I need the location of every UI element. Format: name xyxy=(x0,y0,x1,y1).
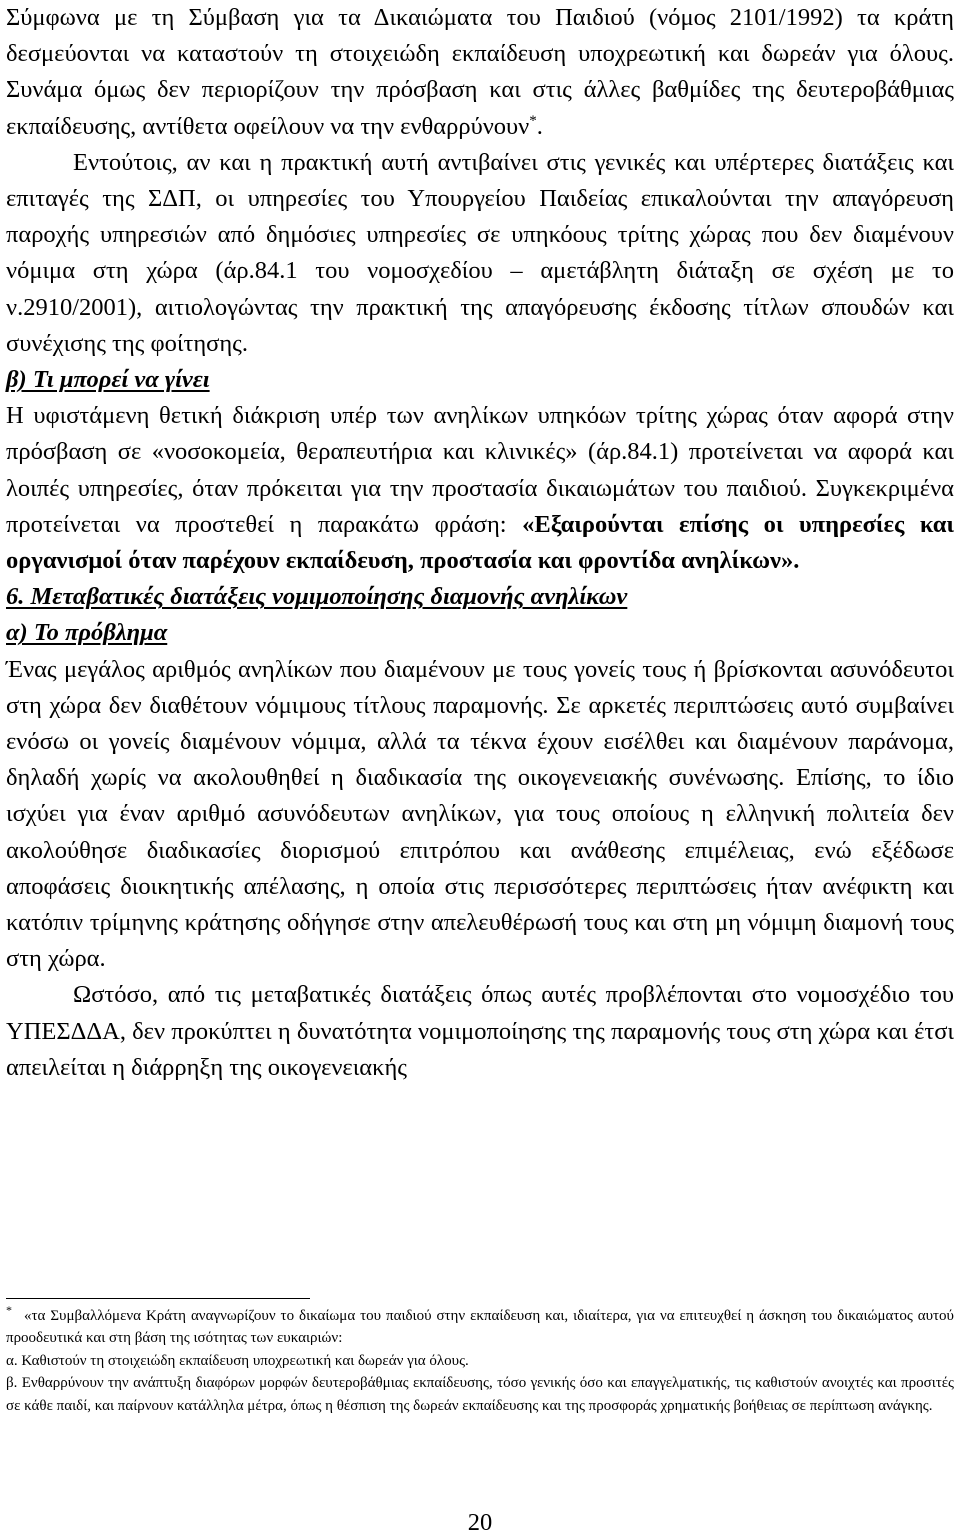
page-number: 20 xyxy=(467,1509,493,1536)
footnote-marker: * xyxy=(6,1303,12,1317)
main-text xyxy=(6,0,954,1086)
paragraph-problem: Ένας μεγάλος αριθμός ανηλίκων που διαμένουν με τους γονείς τους ή βρίσκονται ασυνόδευτοι στη χώρα δεν διαθέτουν νόμιμους τίτλους παραμονής. Σε αρκετές περιπτώσεις αυτό συμβαίνει ενόσω οι γονείς διαμένουν νόμιμα, αλλά τα τέκνα έχουν εισέλθει και διαμένουν παράνομα, δηλαδή χωρίς να ακολουθηθεί η διαδικασία της οικογενειακής συνένωσης. Επίσης, το ίδιο ισχύει για έναν αριθμό ασυνόδευτων ανηλίκων, για τους οποίους η ελληνική πολιτεία δεν ακολούθησε διαδικασίες διορισμού επιτρόπου και ανάθεσης επιμέλειας, ενώ εξέδωσε αποφάσεις διοικητικής απέλασης, η οποία στις περισσότερες περιπτώσεις ήταν ανέφικτη και κατόπιν τρίμηνης κράτησης οδήγησε στην απελευθέρωσή τους και στη μη νόμιμη διαμονή τους στη χώρα. xyxy=(6,655,954,973)
footnotes xyxy=(6,1305,954,1417)
paragraph-end: . xyxy=(536,112,543,140)
paragraph-text: Σύμφωνα με τη Σύμβαση για τα Δικαιώματα του Παιδιού (νόμος 2101/1992) τα κράτη δεσμεύονται να καταστούν τη στοιχειώδη εκπαίδευση υποχρεωτική και δωρεάν για όλους. Συνάμα όμως δεν περιορίζουν την πρόσβαση και στις άλλες βαθμίδες της δευτεροβάθμιας εκπαίδευσης, αντίθετα οφείλουν να την ενθαρρύνουν xyxy=(6,4,954,140)
paragraph-transitional: Ωστόσο, από τις μεταβατικές διατάξεις όπως αυτές προβλέπονται στο νομοσχέδιο του ΥΠΕΣΔΔΑ, δεν προκύπτει η δυνατότητα νομιμοποίησης της παραμονής τους στη χώρα και έτσι απειλείται η διάρρηξη της οικογενειακής xyxy=(6,981,954,1081)
paragraph-convention-rights xyxy=(6,0,954,145)
paragraph-text: Η υφιστάμενη θετική διάκριση υπέρ των ανηλίκων υπηκόων τρίτης χώρας όταν αφορά στην πρόσβαση σε «νοσοκομεία, θεραπευτήρια και κλινικές» (άρ.84.1) προτείνεται να αφορά και λοιπές υπηρεσίες, όταν πρόκειται για την προστασία δικαιωμάτων του παιδιού. Συγκεκριμένα προτείνεται να προστεθεί η παρακάτω φράση: xyxy=(6,402,954,538)
footnote-reference[interactable]: * xyxy=(529,112,537,129)
paragraph-ministry-practice: Εντούτοις, αν και η πρακτική αυτή αντιβαίνει στις γενικές και υπέρτερες διατάξεις και επιταγές της ΣΔΠ, οι υπηρεσίες του Υπουργείου Παιδείας επικαλούνται την απαγόρευση παροχής υπηρεσιών από δημόσιες υπηρεσίες σε υπηκόους τρίτης χώρας που δεν διαμένουν νόμιμα στη χώρα (άρ.84.1 του νομοσχεδίου – αμετάβλητη διάταξη σε σχέση με το ν.2910/2001), αιτιολογώντας την πρακτική της απαγόρευσης έκδοσης τίτλων σπουδών και συνέχισης της φοίτησης. xyxy=(6,148,954,357)
footnote-item: β. Ενθαρρύνουν την ανάπτυξη διαφόρων μορφών δευτεροβάθμιας εκπαίδευσης, τόσο γενικής όσο και επαγγελματικής, τις καθιστούν ανοιχτές και προσιτές σε κάθε παιδί, και παίρνουν κατάλληλα μέτρα, όπως η θέσπιση της δωρεάν εκπαίδευσης και της προσφοράς χρηματικής βοήθειας σε περίπτωση ανάγκης. xyxy=(6,1375,954,1414)
footnote-item: α. Καθιστούν τη στοιχειώδη εκπαίδευση υποχρεωτική και δωρεάν για όλους. xyxy=(6,1352,469,1369)
section-heading-b: β) Τι μπορεί να γίνει xyxy=(6,366,210,394)
section-heading-a: α) Το πρόβλημα xyxy=(6,619,168,647)
footnote-item: * «τα Συμβαλλόμενα Κράτη αναγνωρίζουν το δικαίωμα του παιδιού στην εκπαίδευση και, ιδιαίτερα, για να επιτευχθεί η άσκηση του δικαιώματος αυτού προοδευτικά και στη βάση της ισότητας των ευκαιριών: xyxy=(6,1303,954,1347)
footnote-divider xyxy=(6,1298,310,1299)
paragraph-proposal xyxy=(6,398,954,579)
section-heading-6: 6. Μεταβατικές διατάξεις νομιμοποίησης διαμονής ανηλίκων xyxy=(6,583,628,611)
proposed-phrase: «Εξαιρούνται επίσης οι υπηρεσίες και οργανισμοί όταν παρέχουν εκπαίδευση, προστασία και φροντίδα ανηλίκων». xyxy=(6,510,954,575)
